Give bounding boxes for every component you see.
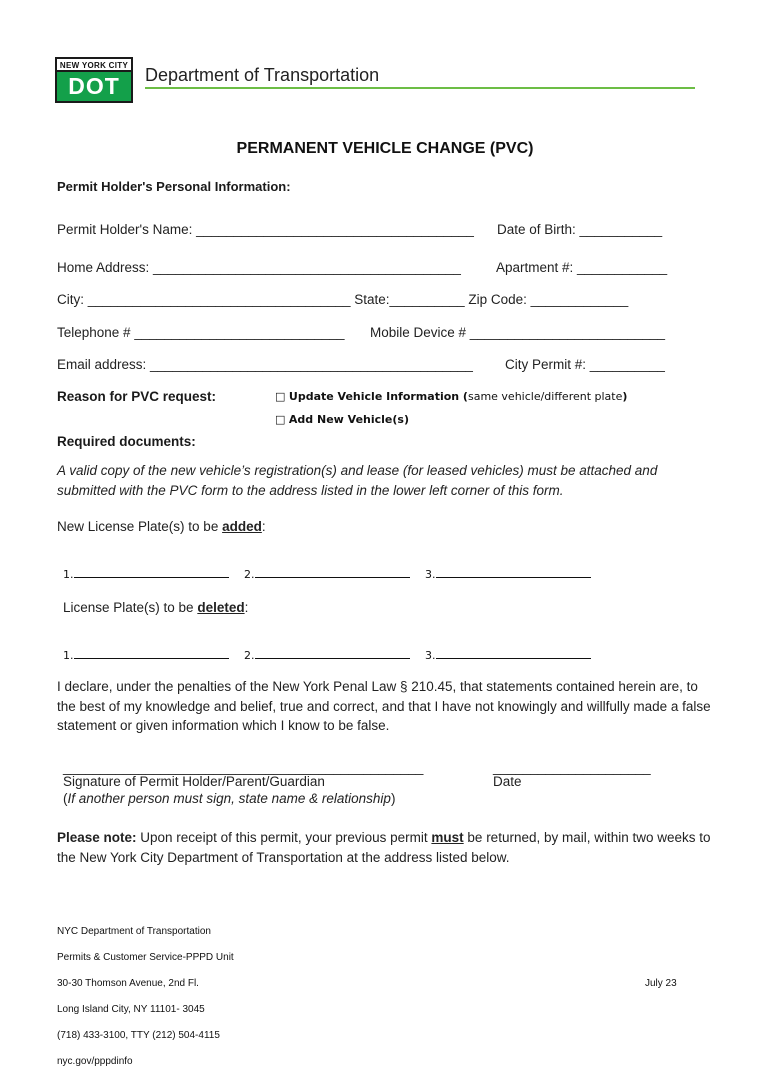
please-note-label: Please note: [57, 830, 137, 845]
please-note-part2: be returned, by mail, within two weeks to the New York City Department of Transportation at the address listed below. [57, 830, 711, 865]
deleted-plate-1[interactable] [63, 648, 229, 662]
plates-deleted-prefix: License Plate(s) to be [63, 600, 198, 615]
added-plate-3[interactable] [425, 567, 591, 581]
plate-number: 3. [425, 649, 436, 662]
deleted-plate-2[interactable] [244, 648, 410, 662]
nyc-dot-logo [55, 57, 133, 103]
form-title: PERMANENT VEHICLE CHANGE (PVC) [236, 140, 534, 157]
option-update-vehicle[interactable] [275, 390, 627, 403]
required-docs-line2: submitted with the PVC form to the address listed in the lower left corner of this form. [57, 483, 564, 498]
plate-input-line[interactable] [436, 648, 591, 659]
signature-line[interactable]: ________________________________________________ [63, 760, 424, 775]
reason-label: Reason for PVC request: [57, 389, 217, 404]
deleted-plate-3[interactable] [425, 648, 591, 662]
logo-bottom-text: DOT [57, 72, 131, 101]
address-line: Long Island City, NY 11101- 3045 [57, 1004, 205, 1015]
address-line: (718) 433-3100, TTY (212) 504-4115 [57, 1030, 220, 1041]
footer-date: July 23 [645, 978, 677, 989]
please-note-must: must [431, 830, 464, 845]
plate-number: 2. [244, 568, 255, 581]
plate-number: 1. [63, 649, 74, 662]
telephone-field[interactable]: Telephone # ____________________________ [57, 325, 345, 340]
signature-note-close: ) [390, 791, 396, 806]
option-add-label: Add New Vehicle(s) [288, 413, 409, 426]
signature-note [63, 791, 395, 806]
date-label: Date [493, 774, 522, 789]
signature-note-open: ( [63, 791, 68, 806]
plate-input-line[interactable] [255, 648, 410, 659]
email-field[interactable]: Email address: ___________________________________________ [57, 357, 473, 372]
date-line[interactable]: _____________________ [493, 760, 651, 775]
please-note-part1: Upon receipt of this permit, your previous permit [136, 830, 432, 845]
plates-added-label [57, 519, 266, 534]
plates-added-suffix: : [261, 519, 266, 534]
address-line: 30-30 Thomson Avenue, 2nd Fl. [57, 978, 199, 989]
plate-number: 2. [244, 649, 255, 662]
address-line: Permits & Customer Service-PPPD Unit [57, 952, 234, 963]
plates-deleted-label [63, 600, 248, 615]
checkbox-icon[interactable]: □ [275, 413, 286, 426]
personal-info-heading: Permit Holder's Personal Information: [57, 179, 291, 194]
plates-deleted-keyword: deleted [197, 600, 245, 615]
option-update-close: ) [622, 390, 628, 403]
apartment-field[interactable]: Apartment #: ____________ [496, 260, 668, 275]
plate-input-line[interactable] [74, 648, 229, 659]
plate-input-line[interactable] [74, 567, 229, 578]
option-update-bold: Update Vehicle Information ( [288, 390, 468, 403]
logo-top-text: NEW YORK CITY [57, 59, 131, 72]
option-add-vehicle[interactable] [275, 413, 409, 426]
signature-note-italic: If another person must sign, state name & relationship [67, 791, 391, 806]
plate-input-line[interactable] [436, 567, 591, 578]
address-line: NYC Department of Transportation [57, 926, 211, 937]
signature-label: Signature of Permit Holder/Parent/Guardian [63, 774, 325, 789]
checkbox-icon[interactable]: □ [275, 390, 286, 403]
footer-address [57, 912, 234, 1081]
dob-field[interactable]: Date of Birth: ___________ [497, 222, 663, 237]
plates-deleted-suffix: : [244, 600, 249, 615]
address-line: nyc.gov/pppdinfo [57, 1056, 133, 1067]
option-update-detail: same vehicle/different plate [467, 390, 623, 403]
required-docs-line1: A valid copy of the new vehicle’s registration(s) and lease (for leased vehicles) must be attached and [57, 463, 658, 478]
city-state-zip-field[interactable]: City: ___________________________________ State:__________ Zip Code: _____________ [57, 292, 629, 307]
plate-input-line[interactable] [255, 567, 410, 578]
please-note-text [57, 828, 717, 867]
plate-number: 1. [63, 568, 74, 581]
city-permit-field[interactable]: City Permit #: __________ [505, 357, 665, 372]
added-plate-1[interactable] [63, 567, 229, 581]
plates-added-prefix: New License Plate(s) to be [57, 519, 223, 534]
home-address-field[interactable]: Home Address: _________________________________________ [57, 260, 461, 275]
added-plate-2[interactable] [244, 567, 410, 581]
plate-number: 3. [425, 568, 436, 581]
plates-added-keyword: added [222, 519, 262, 534]
required-docs-heading: Required documents: [57, 434, 196, 449]
declaration-text: I declare, under the penalties of the New York Penal Law § 210.45, that statements contained herein are, to the best of my knowledge and belief, true and correct, and that I have not knowingly and willfully made a false statement or given information which I know to be false. [57, 679, 711, 733]
mobile-field[interactable]: Mobile Device # __________________________ [370, 325, 666, 340]
name-field[interactable]: Permit Holder's Name: _____________________________________ [57, 222, 474, 237]
header-divider [145, 87, 695, 89]
department-name: Department of Transportation [145, 65, 380, 85]
